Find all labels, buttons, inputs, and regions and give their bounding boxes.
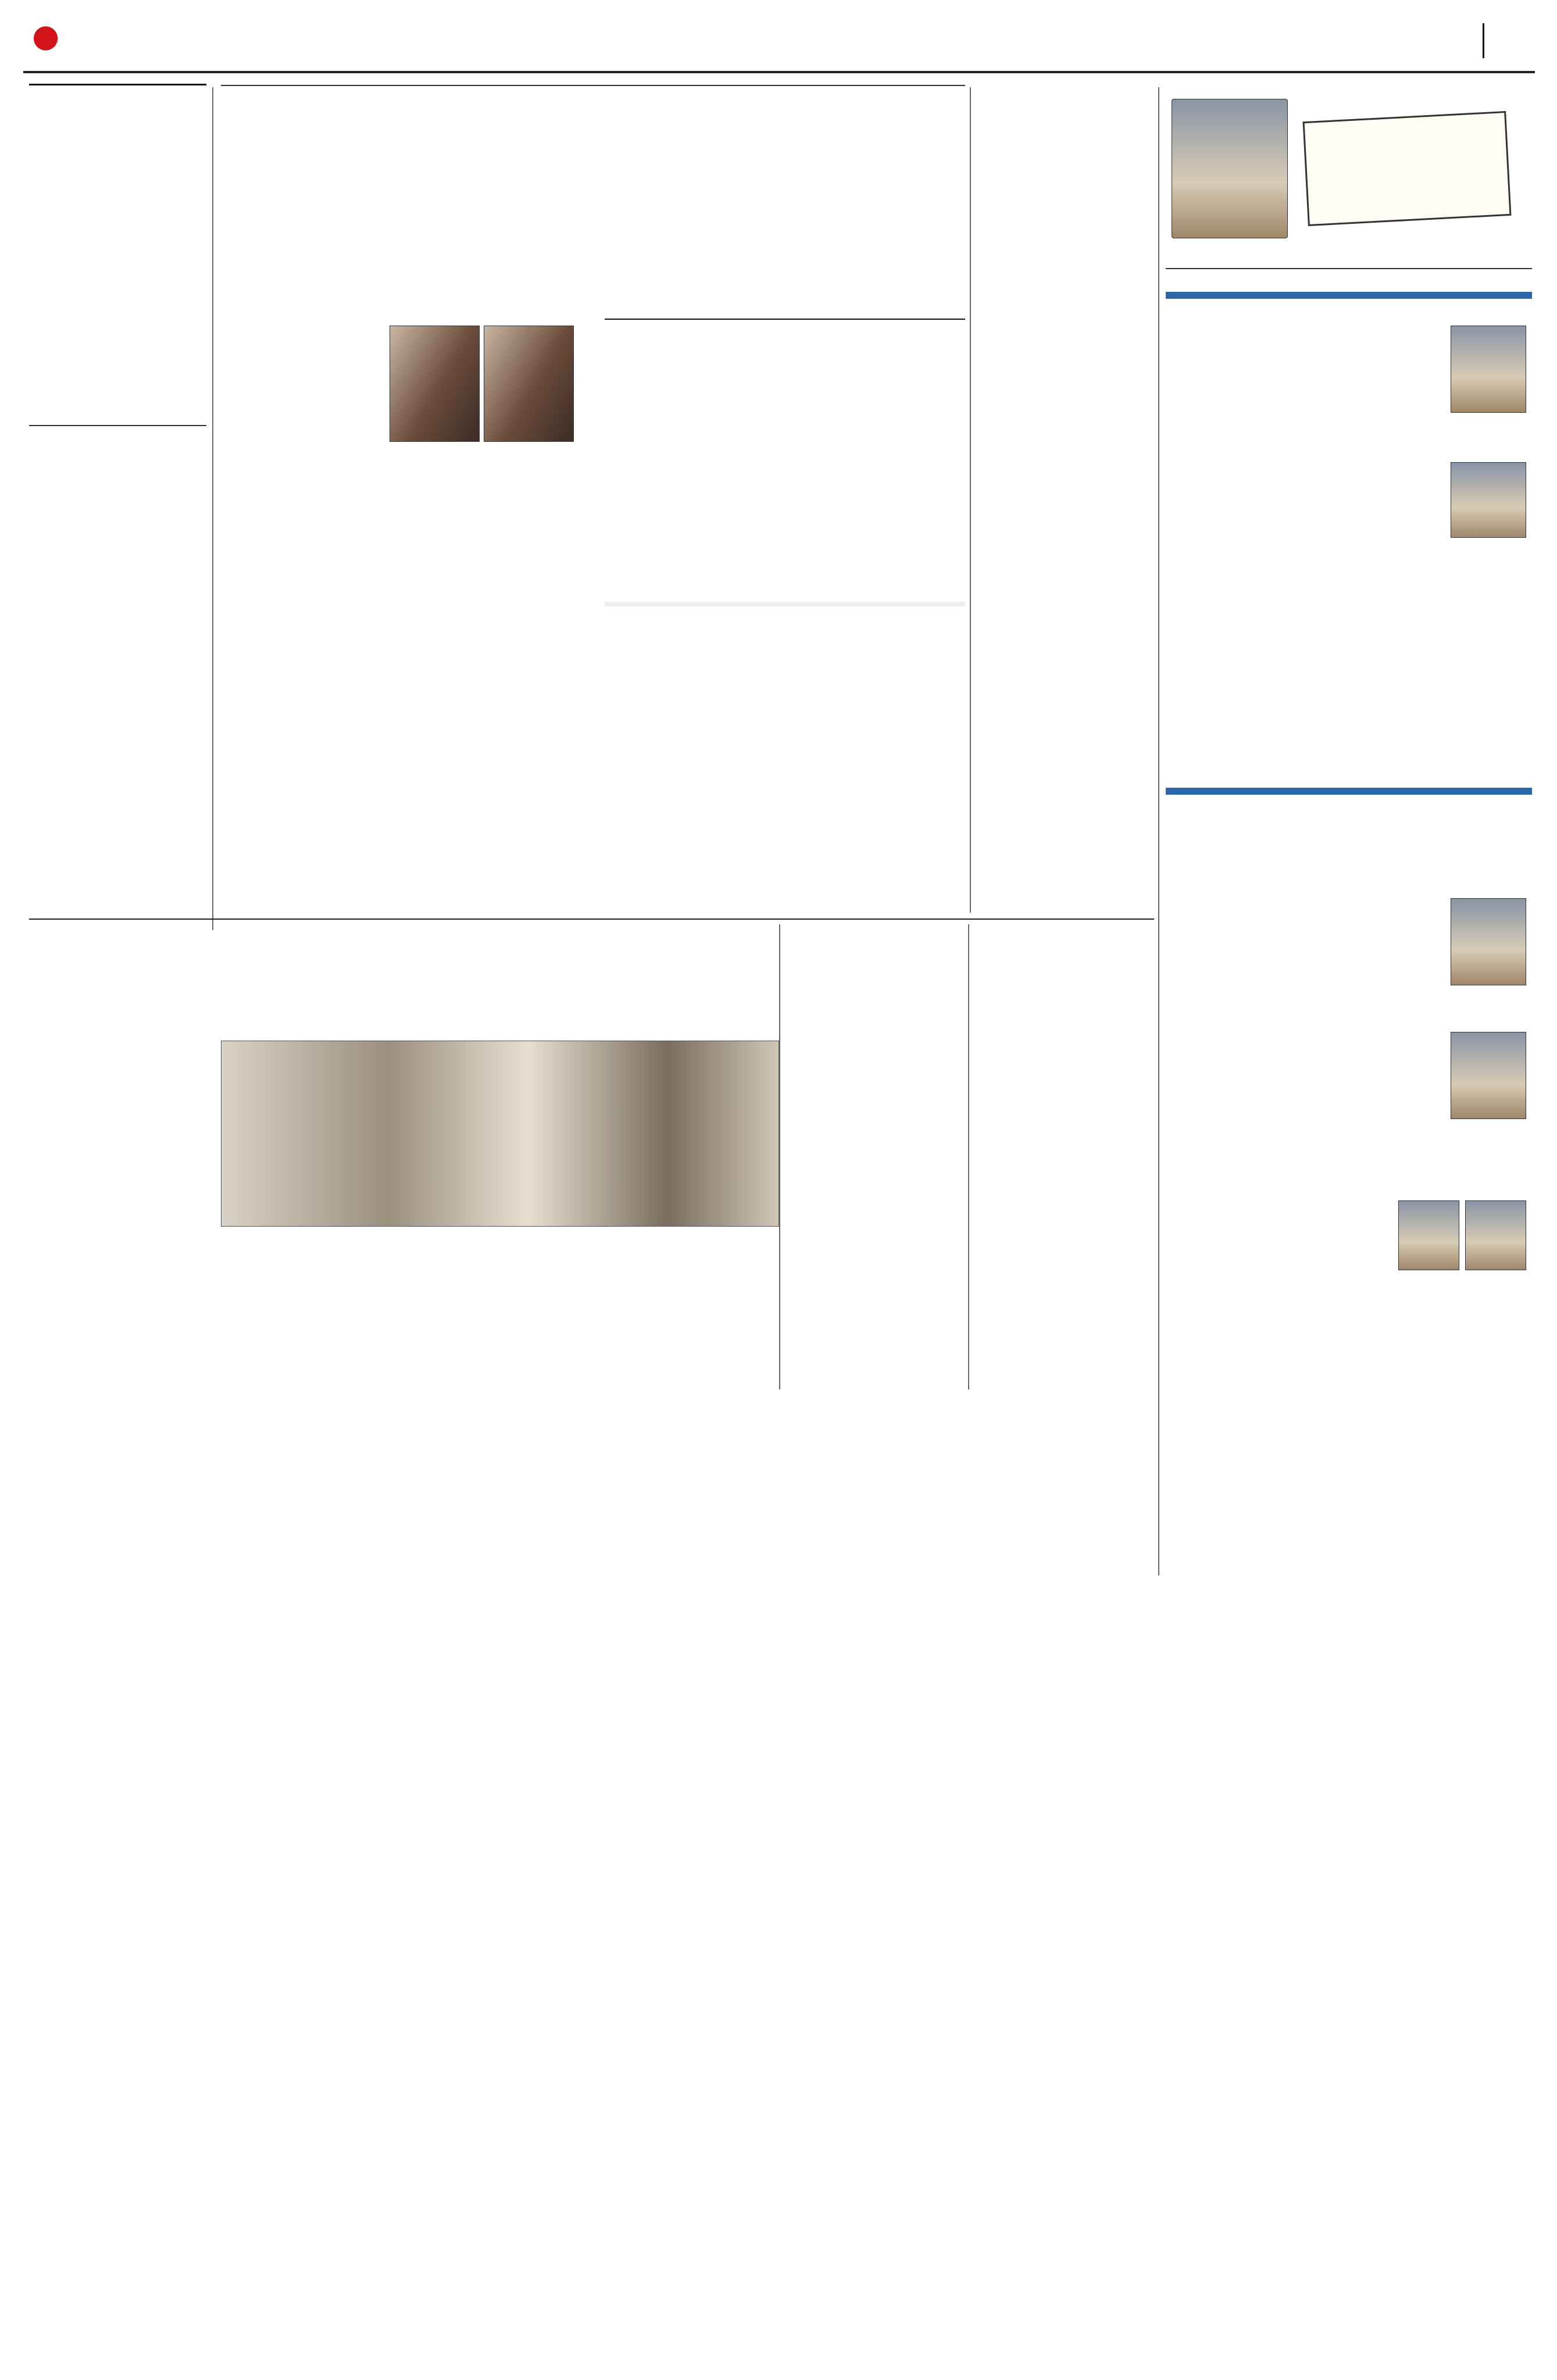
janpad-body: [977, 520, 1151, 810]
author-photo: [1172, 99, 1288, 238]
victim-box-head: [605, 602, 965, 606]
retro-photo: [221, 1041, 779, 1227]
neeraja-photo: [1398, 1200, 1459, 1270]
bureau-item-4-body: [1166, 1195, 1392, 1416]
politics-item-1-body: [1166, 366, 1439, 424]
whispers-logo: [1303, 111, 1512, 226]
retro-col-3: [413, 1232, 593, 1378]
bureaucracy-section-bar: [1166, 788, 1532, 795]
bureau-item-2-body: [1166, 936, 1445, 1029]
whispers-logo-line3: [1305, 119, 1505, 129]
lead-col-1: [221, 372, 401, 907]
victim-col-1: [605, 628, 779, 907]
bureau-item-3-body: [1166, 1073, 1445, 1148]
politics-section-bar: [1166, 292, 1532, 299]
whispers-logo-line2: [1305, 119, 1505, 129]
accused-photo-2: [484, 326, 574, 442]
retro-col-2: [221, 1232, 401, 1378]
news-brief-label: [29, 81, 206, 85]
brief-body-1: [29, 94, 206, 419]
sanjay-arora-photo: [1451, 898, 1526, 985]
politics-item-2-body: [1166, 462, 1445, 785]
bureau-item-5-body: [1166, 1459, 1526, 1520]
bureau-item-1-body: [1166, 843, 1526, 892]
retro-col-1: [29, 1070, 209, 1378]
victim-statement-box: [605, 602, 965, 910]
bureau-item-6-body: [1166, 1541, 1526, 1575]
whispers-column: [1166, 87, 1532, 1581]
whispers-tagline: [1166, 265, 1532, 269]
whispers-logo-line1: [1305, 119, 1505, 129]
janpad-story: [977, 512, 1151, 913]
brand-logo: ●: [32, 17, 60, 54]
train-body: [785, 932, 962, 1398]
accused-photo-1: [390, 326, 480, 442]
rahul-photo: [1451, 462, 1526, 538]
lead-kicker: [221, 81, 965, 86]
tribal-story: [977, 105, 1151, 529]
victim-col-2: [788, 628, 962, 907]
meeta-lochan-photo: [1451, 1032, 1526, 1119]
masthead: [0, 0, 1557, 76]
modi-photo: [1451, 326, 1526, 413]
demand-box-head: [605, 314, 965, 320]
lead-story: [221, 81, 965, 913]
rama-photo: [1465, 1200, 1526, 1270]
page-number: [1483, 23, 1523, 58]
train-story: [785, 924, 962, 1506]
bribe-story: [977, 924, 1154, 1389]
demand-box: [605, 314, 965, 593]
retro-story: [29, 924, 785, 1384]
demand-col-2: [788, 340, 962, 589]
demand-col-1: [605, 340, 779, 589]
tribal-body: [977, 113, 1151, 415]
lead-col-2: [413, 520, 593, 907]
brief-body-2: [29, 432, 206, 874]
